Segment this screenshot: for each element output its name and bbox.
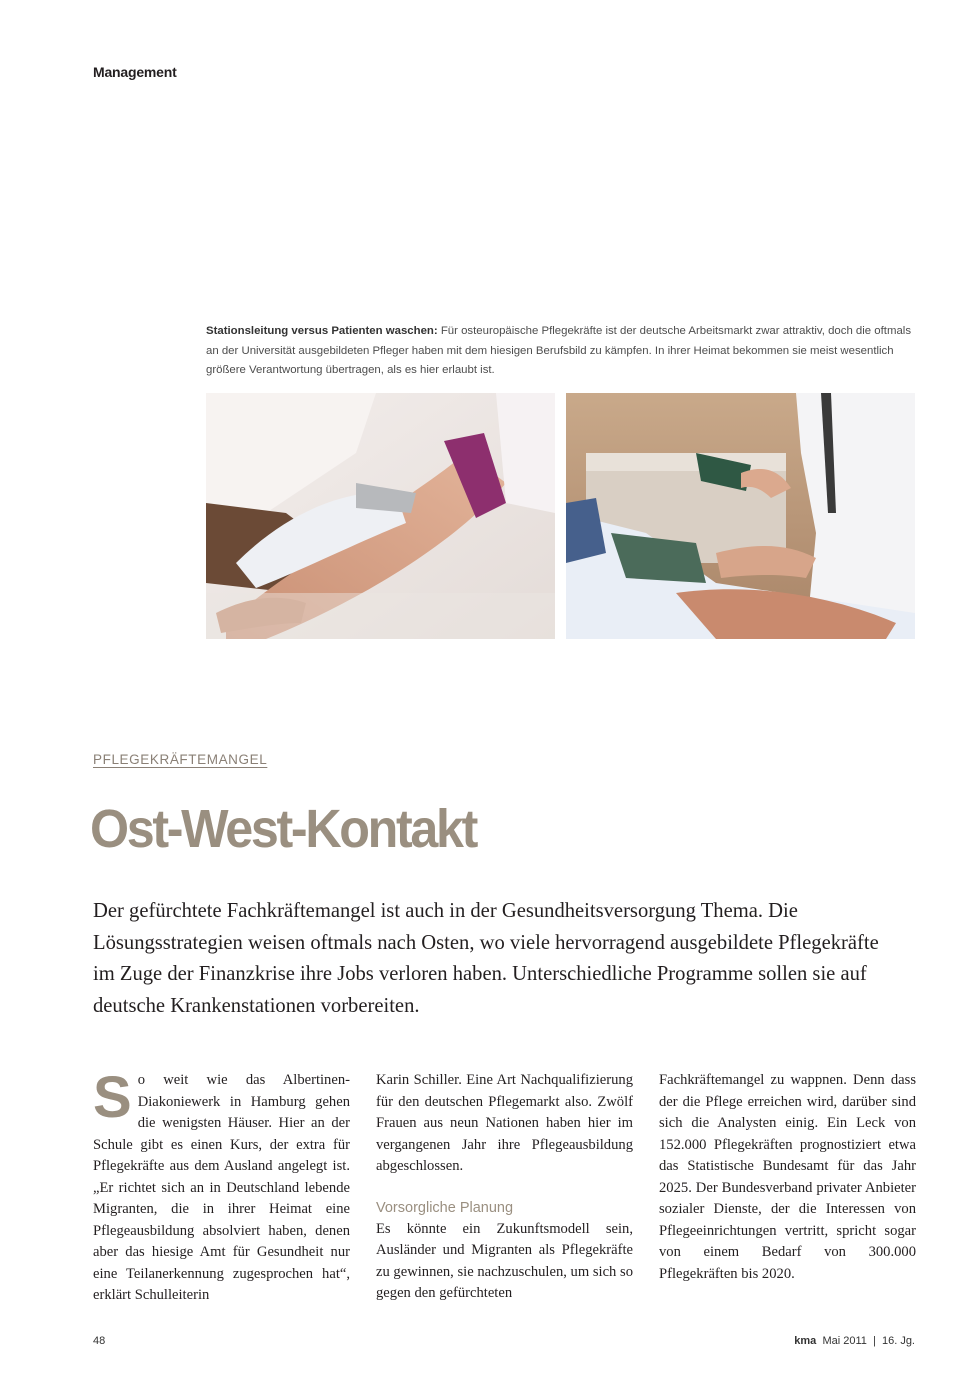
caption-text: Für osteuropäische Pflegekräfte ist der deutsche Arbeitsmarkt zwar attraktiv, doch die oftmals an der Universität ausgebildeten Pfleger haben mit dem hiesigen Berufsbild zu kämpfen. In ihrer Heimat bekommen sie meist wesentlich größere Verantwortung übertragen, als es hier erlaubt ist. [206, 325, 912, 376]
column-2-text-b: Es könnte ein Zukunftsmodell sein, Ausländer und Migranten als Pflegekräfte zu gewinnen, sie nachzuschulen, um sich so gegen den gefürchteten [376, 1220, 633, 1301]
section-label: Management [93, 64, 177, 80]
footer-issue: kma Mai 2011 | 16. Jg. [794, 1335, 915, 1347]
caption-lead: Stationsleitung versus Patienten waschen: [206, 325, 438, 337]
article-kicker: PFLEGEKRÄFTEMANGEL [93, 752, 268, 767]
footer-volume: 16. Jg. [881, 1335, 915, 1347]
photo-caption [206, 322, 918, 381]
footer-date: Mai 2011 [822, 1335, 867, 1347]
column-1-text: o weit wie das Albertinen-Diakoniewerk in Hamburg gehen die wenigsten Häuser. Hier an der Schule gibt es einen Kurs, der extra für Pflegekräfte aus dem Ausland angelegt ist. „Er richtet sich an in Deutschland lebende Migranten, die in ihrer Heimat eine Pflegeausbildung absolviert haben, denen aber das hiesige Amt für Gesundheit nur eine Teilanerkennung zugesprochen hat“, erklärt Schulleiterin [93, 1072, 350, 1303]
article-lead: Der gefürchtete Fachkräftemangel ist auch in der Gesundheitsversorgung Thema. Die Lösungsstrategien weisen oftmals nach Osten, wo viele hervorragend ausgebildete Pflegekräfte im Zuge der Finanzkrise ihre Jobs verloren haben. Unterschiedliche Programme sollen sie auf deutsche Krankenstationen vorbereiten. [93, 900, 879, 1017]
photo-blood-pressure [566, 393, 915, 639]
page-number: 48 [93, 1335, 106, 1347]
article-column-3 [659, 1070, 916, 1285]
photo-blood-draw [206, 393, 555, 639]
article-column-2 [376, 1070, 633, 1305]
column-3-text: Fachkräftemangel zu wappnen. Denn dass der die Pflege erreichen wird, darüber sind sich die Analysten einig. Ein Leck von 152.000 Pflegekräften prognostiziert etwa das Statistische Bundesamt für das Jahr 2025. Der Bundesverband privater Anbieter sozialer Dienste, der die Interessen von Pflegeeinrichtungen vertritt, spricht sogar von einem Bedarf von 300.000 Pflegekräften bis 2020. [659, 1072, 916, 1282]
footer-brand: kma [794, 1335, 817, 1347]
column-2-text-a: Karin Schiller. Eine Art Nachqualifizierung für den deutschen Pflegemarkt also. Zwölf Frauen aus neun Nationen haben hier im vergangenen Jahr ihre Pflegeausbildung abgeschlossen. [376, 1072, 633, 1174]
article-subhead: Vorsorgliche Planung [376, 1199, 514, 1216]
drop-cap: S [93, 1065, 132, 1130]
article-column-1 [93, 1065, 350, 1307]
article-headline: Ost-West-Kontakt [90, 799, 476, 859]
